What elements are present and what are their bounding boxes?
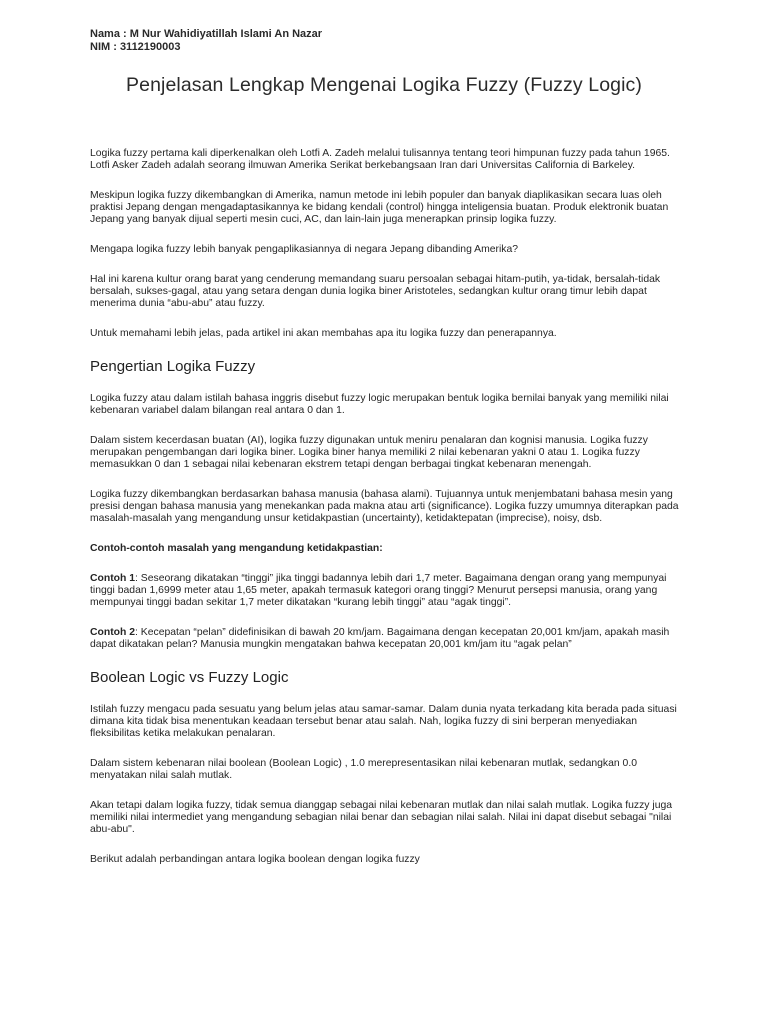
section1-paragraph-1: Logika fuzzy atau dalam istilah bahasa inggris disebut fuzzy logic merupakan bentuk logika bernilai banyak yang memiliki nilai kebenaran variabel dalam bilangan real antara 0 dan 1. <box>90 393 669 416</box>
example-1 <box>90 573 680 609</box>
section2-paragraph-1: Istilah fuzzy mengacu pada sesuatu yang belum jelas atau samar-samar. Dalam dunia nyata terkadang kita berada pada situasi dimana kita tidak bisa menentukan keadaan tersebut benar atau salah. Nah, logika fuzzy di sini berperan menyediakan fleksibilitas ketika melakukan penalaran. <box>90 704 677 739</box>
intro-paragraph-5: Untuk memahami lebih jelas, pada artikel ini akan membahas apa itu logika fuzzy dan penerapannya. <box>90 328 557 339</box>
example-1-label: Contoh 1 <box>90 573 136 584</box>
intro-paragraph-2: Meskipun logika fuzzy dikembangkan di Amerika, namun metode ini lebih populer dan banyak diaplikasikan secara luas oleh praktisi Jepang dengan mengadaptasikannya ke bidang kendali (control) hingga inteligensia buatan. Produk elektronik buatan Jepang yang banyak dijual seperti mesin cuci, AC, dan lain-lain juga menerapkan prinsip logika fuzzy. <box>90 190 669 225</box>
page-title: Penjelasan Lengkap Mengenai Logika Fuzzy (Fuzzy Logic) <box>126 74 642 96</box>
example-2-label: Contoh 2 <box>90 627 136 638</box>
example-2-text: : Kecepatan “pelan” didefinisikan di bawah 20 km/jam. Bagaimana dengan kecepatan 20,001 km/jam, apakah masih dapat dikatakan pelan? Manusia mungkin mengatakan bahwa kecepatan 20,001 km/jam itu “agak pelan” <box>90 627 670 650</box>
intro-paragraph-1: Logika fuzzy pertama kali diperkenalkan oleh Lotfi A. Zadeh melalui tulisannya tentang teori himpunan fuzzy pada tahun 1965. Lotfi Asker Zadeh adalah seorang ilmuwan Amerika Serikat berkebangsaan Iran dari Universitas California di Barkeley. <box>90 148 670 171</box>
section2-paragraph-3: Akan tetapi dalam logika fuzzy, tidak semua dianggap sebagai nilai kebenaran mutlak dan nilai salah mutlak. Logika fuzzy juga memiliki nilai intermediet yang mengandung sebagian nilai benar dan sebagian nilai salah. Nilai ini dapat disebut sebagai "nilai abu-abu". <box>90 800 673 835</box>
example-2 <box>90 627 680 651</box>
document-body <box>90 148 680 884</box>
author-nim: NIM : 3112190003 <box>90 41 181 53</box>
section2-paragraph-2: Dalam sistem kebenaran nilai boolean (Boolean Logic) , 1.0 merepresentasikan nilai kebenaran mutlak, sedangkan 0.0 menyatakan nilai salah mutlak. <box>90 758 637 781</box>
author-name: Nama : M Nur Wahidiyatillah Islami An Nazar <box>90 28 323 40</box>
section-heading-boolean-vs-fuzzy: Boolean Logic vs Fuzzy Logic <box>90 669 289 686</box>
intro-paragraph-3: Mengapa logika fuzzy lebih banyak pengaplikasiannya di negara Jepang dibanding Amerika? <box>90 244 519 255</box>
author-info <box>90 28 322 54</box>
section1-paragraph-2: Dalam sistem kecerdasan buatan (AI), logika fuzzy digunakan untuk meniru penalaran dan kognisi manusia. Logika fuzzy merupakan pengembangan dari logika biner. Logika biner hanya memiliki 2 nilai kebenaran yakni 0 atau 1. Logika fuzzy memasukkan 0 dan 1 sebagai nilai kebenaran ekstrem tetapi dengan berbagai tingkat kebenaran menengah. <box>90 435 648 470</box>
section2-paragraph-4: Berikut adalah perbandingan antara logika boolean dengan logika fuzzy <box>90 854 420 865</box>
section1-paragraph-3: Logika fuzzy dikembangkan berdasarkan bahasa manusia (bahasa alami). Tujuannya untuk menjembatani bahasa mesin yang presisi dengan bahasa manusia yang menekankan pada makna atau arti (significance). Logika fuzzy umumnya diterapkan pada masalah-masalah yang mengandung unsur ketidakpastian (uncertainty), ketidaktepatan (imprecise), noisy, dsb. <box>90 489 679 524</box>
example-1-text: : Seseorang dikatakan “tinggi” jika tinggi badannya lebih dari 1,7 meter. Bagaimana dengan orang yang mempunyai tinggi badan 1,6999 meter atau 1,65 meter, apakah termasuk kategori orang tinggi? Menurut persepsi manusia, orang yang mempunyai tinggi badan sekitar 1,7 meter dikatakan “kurang lebih tinggi” atau “agak tinggi”. <box>90 573 667 608</box>
intro-paragraph-4: Hal ini karena kultur orang barat yang cenderung memandang suaru persoalan sebagai hitam-putih, ya-tidak, bersalah-tidak bersalah, sukses-gagal, atau yang setara dengan dunia logika biner Aristoteles, sedangkan kultur orang timur lebih dapat menerima dunia “abu-abu” atau fuzzy. <box>90 274 661 309</box>
section-heading-pengertian: Pengertian Logika Fuzzy <box>90 358 256 375</box>
examples-heading: Contoh-contoh masalah yang mengandung ketidakpastian: <box>90 543 383 554</box>
